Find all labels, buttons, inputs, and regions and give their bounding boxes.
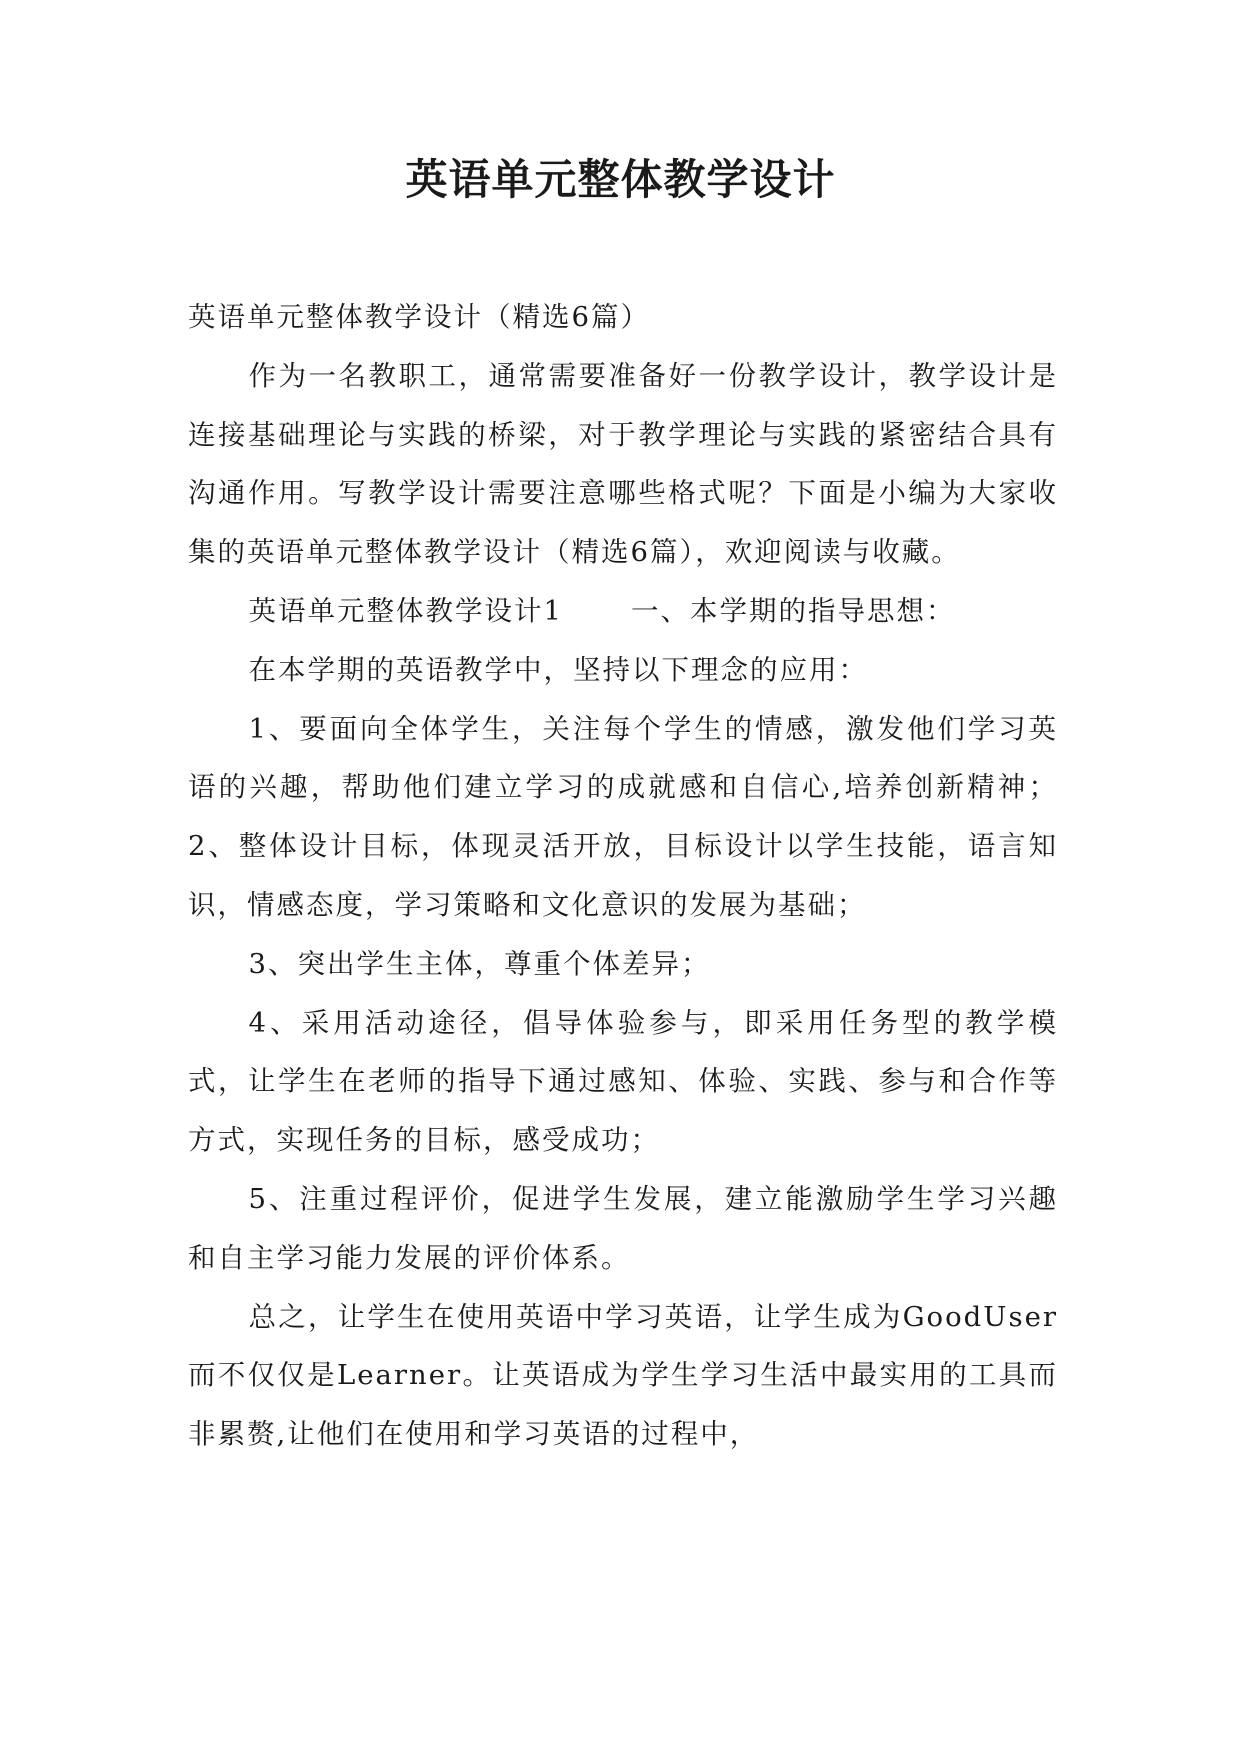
paragraph-item-3: 3、突出学生主体，尊重个体差异；: [248, 947, 711, 980]
intro-paragraph: 作为一名教职工，通常需要准备好一份教学设计，教学设计是连接基础理论与实践的桥梁，对于教学理论与实践的紧密结合具有沟通作用。写教学设计需要注意哪些格式呢？下面是小编为大家收集的英语单元整体教学设计（精选6篇），欢迎阅读与收藏。: [188, 359, 1058, 569]
paragraph-item-4: 4、采用活动途径，倡导体验参与，即采用任务型的教学模式，让学生在老师的指导下通过感知、体验、实践、参与和合作等方式，实现任务的目标，感受成功；: [188, 1006, 1058, 1157]
document-title: 英语单元整体教学设计: [405, 155, 836, 204]
section1-heading: 英语单元整体教学设计1: [248, 594, 563, 627]
section1-subheading: 一、本学期的指导思想：: [631, 594, 956, 627]
paragraph-item-5: 5、注重过程评价，促进学生发展，建立能激励学生学习兴趣和自主学习能力发展的评价体系。: [188, 1182, 1058, 1274]
document-subtitle: 英语单元整体教学设计（精选6篇）: [188, 301, 650, 333]
paragraph-item-1-2: 1、要面向全体学生，关注每个学生的情感，激发他们学习英语的兴趣，帮助他们建立学习的成就感和自信心,培养创新精神；2、整体设计目标，体现灵活开放，目标设计以学生技能，语言知识，情感态度，学习策略和文化意识的发展为基础；: [188, 712, 1058, 921]
paragraph-summary: 总之，让学生在使用英语中学习英语，让学生成为GoodUser而不仅仅是Learner。让英语成为学生学习生活中最实用的工具而非累赘,让他们在使用和学习英语的过程中，: [188, 1300, 1058, 1451]
paragraph-principles: 在本学期的英语教学中，坚持以下理念的应用：: [248, 653, 868, 686]
section-heading-row: [188, 582, 1058, 641]
document-body: [188, 288, 1058, 1464]
